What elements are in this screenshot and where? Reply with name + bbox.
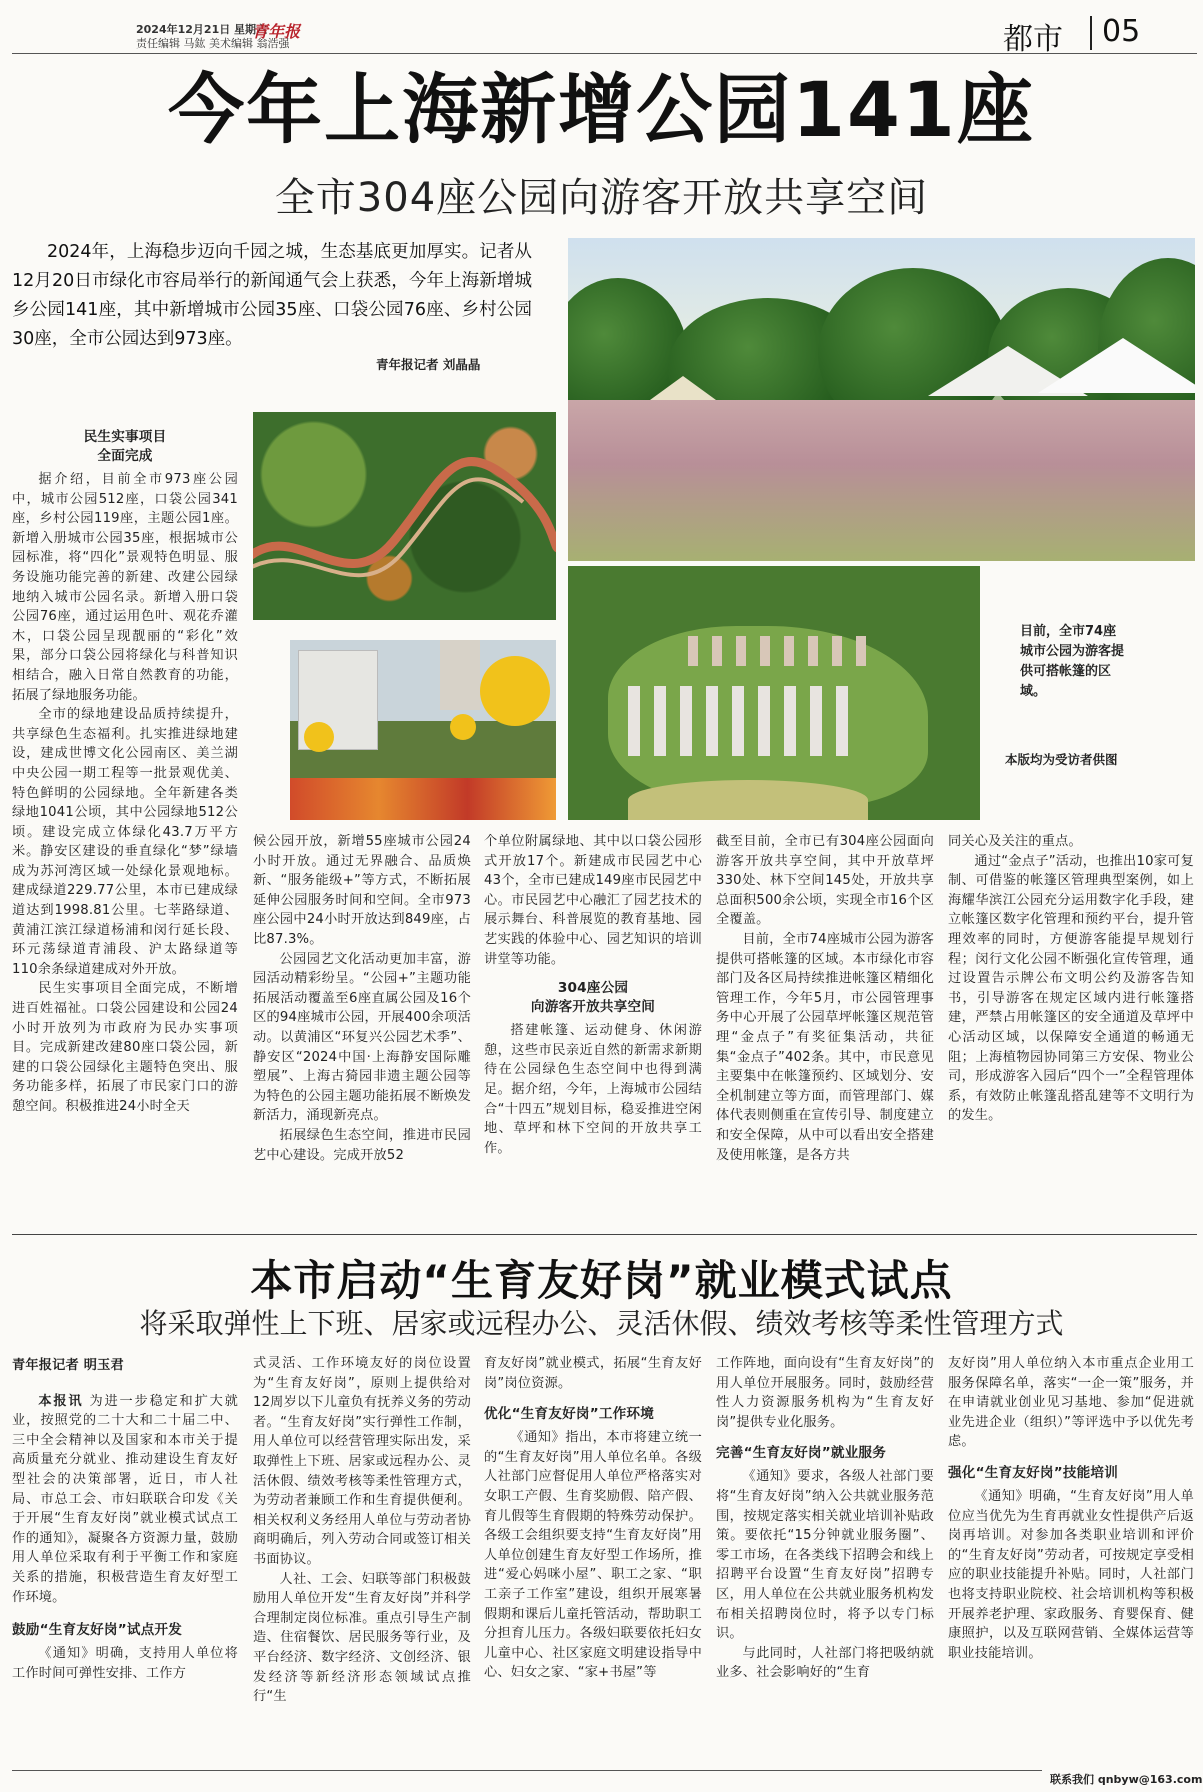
lead-paragraph: 2024年，上海稳步迈向千园之城，生态基底更加厚实。记者从12月20日市绿化市容局举行的新闻通气会上获悉，今年上海新增城乡公园141座，其中新增城市公园35座、口袋公园76座、乡村公园30座，全市公园达到973座。 <box>12 242 532 349</box>
photo-credit: 本版均为受访者供图 <box>1005 752 1118 767</box>
paragraph: 据介绍，目前全市973座公园中，城市公园512座，口袋公园341座，乡村公园119座，主题公园1座。新增入册城市公园35座，根据城市公园标准，将“四化”景观特色明显、服务设施功能完善的新建、改建公园绿地纳入城市公园名录。新增入册口袋公园76座，通过运用色叶、观花乔灌木，口袋公园呈现靓丽的“彩化”效果，部分口袋公园将绿化与科普知识相结合，融入日常自然教育的功能，拓展了绿地服务功能。 <box>12 472 238 703</box>
article2-subtitle: 将采取弹性上下班、居家或远程办公、灵活休假、绩效考核等柔性管理方式 <box>139 1307 1064 1340</box>
article1-column-3 <box>484 832 702 1158</box>
article1-lead <box>12 238 532 354</box>
paragraph: 式灵活、工作环境友好的岗位设置为“生育友好岗”，原则上提供给对12周岁以下儿童负有抚养义务的劳动者。“生育友好岗”实行弹性工作制，用人单位可以经营管理实际出发，采取弹性上下班、居家或远程办公、灵活休假、绩效考核等柔性管理方式，为劳动者兼顾工作和生育提供便利。相关权利义务经用人单位与劳动者协商明确后，列入劳动合同或签订相关书面协议。 <box>253 1356 471 1567</box>
emoji-face <box>450 714 476 740</box>
paragraph: 搭建帐篷、运动健身、休闲游憩，这些市民亲近自然的新需求新期待在公园绿色生态空间中也得到满足。据介绍，今年，上海城市公园结合“十四五”规划目标，稳妥推进空闲地、草坪和林下空间的开放共享工作。 <box>484 1023 702 1156</box>
date-line: 2024年12月21日 星期六 <box>136 23 268 36</box>
paragraph: 个单位附属绿地、其中以口袋公园形式开放17个。新建成市民园艺中心43个，全市已建成149座市民园艺中心。市民园艺中心融汇了园艺技术的展示舞台、科普展览的教育基地、园艺实践的体验中心、园艺知识的培训讲堂等功能。 <box>484 834 702 967</box>
tent-cluster <box>688 636 868 666</box>
section-heading: 优化“生育友好岗”工作环境 <box>484 1406 654 1423</box>
section-heading: 强化“生育友好岗”技能培训 <box>948 1464 1118 1481</box>
article1-column-4 <box>716 832 934 1165</box>
photo-emoji-sculptures <box>290 640 556 820</box>
article2-title: 本市启动“生育友好岗”就业模式试点 <box>250 1256 953 1305</box>
paragraph: 育友好岗”就业模式，拓展“生育友好岗”岗位资源。 <box>484 1356 702 1391</box>
editors-line: 责任编辑 马鈜 美术编辑 翁浩强 <box>136 37 290 50</box>
section-heading-line2: 向游客开放共享空间 <box>530 999 656 1016</box>
section-heading <box>484 979 702 1017</box>
paragraph: 与此同时，人社部门将把吸纳就业多、社会影响好的“生育 <box>716 1645 934 1681</box>
footer-contact: 联系我们 qnbyw@163.com <box>1050 1773 1203 1786</box>
photo-aerial-tents <box>568 566 980 820</box>
article1-title: 今年上海新增公园141座 <box>168 65 1035 154</box>
paragraph <box>12 1392 238 1608</box>
paragraph: 目前，全市74座城市公园为游客提供可搭帐篷的区域。本市绿化市容部门及各区局持续推进帐篷区精细化管理工作，今年5月，市公园管理事务中心开展了公园草坪帐篷区规范管理“金点子”有奖征集活动，共征集“金点子”402条。其中，市民意见主要集中在帐篷预约、区域划分、安全机制建立等方面，而管理部门、媒体代表则侧重在宣传引导、制度建立和安全保障，从中可以看出安全搭建及使用帐篷，是各方共 <box>716 931 934 1163</box>
paragraph: 《通知》明确，“生育友好岗”用人单位应当优先为生育再就业女性提供产后返岗再培训。对参加各类职业培训和评价的“生育友好岗”劳动者，可按规定享受相应的职业技能提升补贴。同时，人社部门也将支持职业院校、社会培训机构等积极开展养老护理、家政服务、育婴保育、健康照护，以及互联网营销、全媒体运营等职业技能培训。 <box>948 1488 1194 1661</box>
article2-column-1 <box>12 1356 238 1683</box>
photo-tents-meadow <box>568 238 1195 561</box>
paragraph: 《通知》明确，支持用人单位将工作时间可弹性安排、工作方 <box>12 1646 238 1681</box>
paragraph: 民生实事项目全面完成，不断增进百姓福祉。口袋公园建设和公园24小时开放列为市政府为民办实事项目。完成新建改建80座口袋公园，新建的口袋公园绿化主题特色突出、服务功能多样，拓展了市民家门口的游憩空间。积极推进24小时全天 <box>12 981 238 1114</box>
building <box>440 640 480 710</box>
emoji-face <box>480 656 550 726</box>
section-heading-line2: 全面完成 <box>97 448 153 464</box>
tent-cluster <box>628 686 858 756</box>
paragraph: 全市的绿地建设品质持续提升，共享绿色生态福利。扎实推进绿地建设，建成世博文化公园南区、美兰湖中央公园一期工程等一批景观优美、特色鲜明的公园绿地。全年新建各类绿地1041公顷，其中公园绿地512公顷。建设完成立体绿化43.7万平方米。静安区建设的垂直绿化“梦”绿墙成为苏河湾区域一处绿化景观地标。建成绿道229.77公里，本市已建成绿道达到1998.81公里。七莘路绿道、黄浦江滨江绿道杨浦和闵行延长段、环元荡绿道青浦段、沪太路绿道等110余条绿道建成对外开放。 <box>12 707 238 977</box>
article-divider <box>12 1234 1197 1235</box>
section-heading: 完善“生育友好岗”就业服务 <box>716 1445 886 1462</box>
article2-column-4 <box>716 1354 934 1683</box>
section-heading: 鼓励“生育友好岗”试点开发 <box>12 1622 182 1639</box>
photo-pink-grass <box>568 400 1195 562</box>
paragraph: 人社、工会、妇联等部门积极鼓励用人单位开发“生育友好岗”并科学合理制定岗位标准。重点引导生产制造、住宿餐饮、居民服务等行业，及平台经济、数字经济、文创经济、银发经济等新经济形态领域试点推行“生 <box>253 1571 471 1705</box>
paragraph: 同关心及关注的重点。 <box>948 834 1082 849</box>
paragraph: 公园园艺文化活动更加丰富，游园活动精彩纷呈。“公园+”主题功能拓展活动覆盖至6座直属公园及16个区的94座城市公园，开展400余项活动。以黄浦区“环复兴公园艺术季”、静安区“2024中国·上海静安国际雕塑展”、上海古猗园非遗主题公园等为特色的公园主题功能拓展不断焕发新活力，涌现新亮点。 <box>253 951 471 1124</box>
paragraph-text: 为进一步稳定和扩大就业，按照党的二十大和二十届二中、三中全会精神以及国家和本市关于提高质量充分就业、推动建设生育友好型社会的决策部署，近日，市人社局、市总工会、市妇联联合印发《关于开展“生育友好岗”就业模式试点工作的通知》，凝聚各方资源力量，鼓励用人单位采取有利于平衡工作和家庭关系的措施，积极营造生育友好型工作环境。 <box>12 1393 238 1605</box>
paragraph: 通过“金点子”活动，也推出10家可复制、可借鉴的帐篷区管理典型案例，如上海耀华滨江公园充分运用数字化手段，建立帐篷区数字化管理和预约平台，提升管理效率的同时，方便游客能提早规划行程；闵行文化公园不断强化宣传管理，通过设置告示牌公布文明公约及游客告知书，引导游客在规定区域内进行帐篷搭建，严禁占用帐篷区的安全通道及草坪中心活动区域，以保障安全通道的畅通无阻；上海植物园协同第三方安保、物业公司，形成游客入园后“四个一”全程管理体系，有效防止帐篷乱搭乱建等不文明行为的发生。 <box>948 853 1194 1124</box>
page-number: 05 <box>1102 14 1141 49</box>
article2-column-5 <box>948 1354 1194 1663</box>
paragraph: 截至目前，全市已有304座公园面向游客开放共享空间，其中开放草坪330处、林下空间145处，开放共享总面积500余公顷，实现全市16个区全覆盖。 <box>716 834 934 928</box>
grass-slope <box>628 780 868 820</box>
paragraph: 《通知》指出，本市将建立统一的“生育友好岗”用人单位名单。各级人社部门应督促用人单位严格落实对女职工产假、生育奖励假、陪产假、育儿假等生育假期的特殊劳动保护。各级工会组织要支持“生育友好岗”用人单位创建生育友好型工作场所，推进“爱心妈咪小屋”、职工之家、“职工亲子工作室”建设，组织开展寒暑假期和课后儿童托管活动，帮助职工分担育儿压力。各级妇联要依托妇女儿童中心、社区家庭文明建设指导中心、妇女之家、“家+书屋”等 <box>484 1430 702 1681</box>
flower-bed <box>290 778 556 820</box>
article1-column-2 <box>253 832 471 1165</box>
tent <box>650 376 716 400</box>
section-heading <box>12 428 238 466</box>
newspaper-logo: 青年报 <box>252 22 301 41</box>
paragraph: 候公园开放，新增55座城市公园24小时开放。通过无界融合、品质焕新、“服务能级+”等方式，不断拓展延伸公园服务时间和空间。全市973座公园中24小时开放达到849座，占比87.3%。 <box>253 834 471 947</box>
section-heading-line1: 民生实事项目 <box>83 429 167 445</box>
tent <box>1038 338 1195 393</box>
paragraph: 拓展绿色生态空间，推进市民园艺中心建设。完成开放52 <box>253 1127 471 1163</box>
paragraph: 《通知》要求，各级人社部门要将“生育友好岗”纳入公共就业服务范围，按规定落实相关就业培训补贴政策。要依托“15分钟就业服务圈”、零工市场，在各类线下招聘会和线上招聘平台设置“生育友好岗”招聘专区，用人单位在公共就业服务机构发布相关招聘岗位时，将予以专门标识。 <box>716 1469 934 1642</box>
lead-tag: 本报讯 <box>38 1393 84 1409</box>
article2-column-2 <box>253 1354 471 1707</box>
section-name: 都市 <box>1003 22 1063 57</box>
paragraph: 友好岗”用人单位纳入本市重点企业用工服务保障名单，落实“一企一策”服务，并在申请就业创业见习基地、参加“促进就业先进企业（组织）”等评选中予以优先考虑。 <box>948 1356 1194 1450</box>
article1-subtitle: 全市304座公园向游客开放共享空间 <box>274 175 929 221</box>
article2-byline: 青年报记者 明玉君 <box>12 1358 124 1373</box>
header-rule <box>12 53 1197 54</box>
section-divider <box>1090 16 1092 50</box>
section-heading-line1: 304座公园 <box>557 980 629 997</box>
article1-column-5 <box>948 832 1194 1126</box>
article1-column-1 <box>12 428 238 1117</box>
winding-path <box>253 412 556 620</box>
emoji-face <box>304 722 334 752</box>
footer-rule <box>12 1770 1042 1771</box>
article1-byline: 青年报记者 刘晶晶 <box>376 357 481 372</box>
paragraph: 工作阵地，面向设有“生育友好岗”的用人单位开展服务。同时，鼓励经营性人力资源服务机构为“生育友好岗”提供专业化服务。 <box>716 1356 934 1430</box>
photo-caption: 目前，全市74座城市公园为游客提供可搭帐篷的区域。 <box>1020 624 1125 699</box>
photo-aerial-path <box>253 412 556 620</box>
article2-column-3 <box>484 1354 702 1683</box>
